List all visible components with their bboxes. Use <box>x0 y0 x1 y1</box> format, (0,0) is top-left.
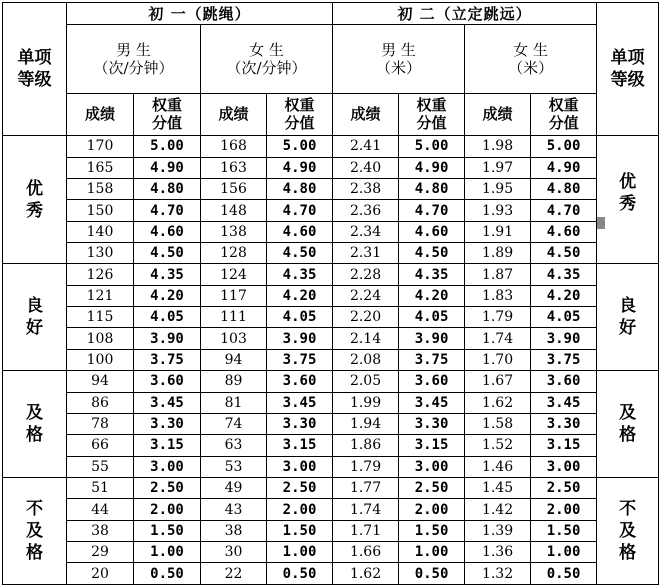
table-row <box>3 243 659 264</box>
score-cell: 115 <box>67 307 134 328</box>
level-label-right: 及 格 <box>597 371 659 478</box>
score-cell: 170 <box>67 136 134 157</box>
weight-cell: 2.00 <box>267 499 333 520</box>
weight-cell: 3.60 <box>531 371 597 392</box>
weight-cell: 4.70 <box>267 200 333 221</box>
g2-male-header: 男 生 （米） <box>333 25 465 93</box>
weight-cell: 3.90 <box>134 328 201 349</box>
score-cell: 29 <box>67 542 134 563</box>
table-row <box>3 499 659 520</box>
weight-cell: 4.60 <box>134 221 201 242</box>
weight-cell: 4.20 <box>531 285 597 306</box>
g1-male-header: 男 生 （次/分钟） <box>67 25 201 93</box>
score-cell: 1.91 <box>465 221 531 242</box>
weight-cell: 4.50 <box>134 243 201 264</box>
weight-cell: 3.30 <box>134 413 201 434</box>
score-cell: 1.79 <box>465 307 531 328</box>
level-label-left: 优 秀 <box>3 136 67 264</box>
weight-cell: 3.90 <box>399 328 465 349</box>
weight-cell: 2.50 <box>267 478 333 499</box>
score-cell: 1.42 <box>465 499 531 520</box>
weight-cell: 1.50 <box>399 520 465 541</box>
score-cell: 1.71 <box>333 520 399 541</box>
score-cell: 1.79 <box>333 456 399 477</box>
weight-cell: 4.60 <box>531 221 597 242</box>
score-cell: 140 <box>67 221 134 242</box>
score-cell: 1.83 <box>465 285 531 306</box>
score-cell: 111 <box>201 307 267 328</box>
weight-cell: 4.05 <box>399 307 465 328</box>
score-cell: 2.34 <box>333 221 399 242</box>
score-cell: 89 <box>201 371 267 392</box>
level-label-left: 不 及 格 <box>3 478 67 585</box>
weight-cell: 4.80 <box>134 178 201 199</box>
table-row <box>3 200 659 221</box>
score-cell: 1.52 <box>465 435 531 456</box>
header-row-groups <box>3 3 659 25</box>
weight-cell: 5.00 <box>134 136 201 157</box>
weight-cell: 3.45 <box>134 392 201 413</box>
weight-cell: 3.45 <box>531 392 597 413</box>
score-cell: 1.70 <box>465 349 531 370</box>
weight-cell: 3.15 <box>531 435 597 456</box>
weight-cell: 4.80 <box>531 178 597 199</box>
weight-cell: 4.35 <box>267 264 333 285</box>
score-cell: 86 <box>67 392 134 413</box>
score-cell: 124 <box>201 264 267 285</box>
weight-cell: 0.50 <box>134 563 201 585</box>
score-cell: 1.66 <box>333 542 399 563</box>
table-row <box>3 563 659 585</box>
header-row-gender <box>3 25 659 93</box>
weight-cell: 3.75 <box>134 349 201 370</box>
level-column-header-left: 单项 等级 <box>3 3 67 136</box>
score-cell: 163 <box>201 157 267 178</box>
weight-cell: 4.70 <box>531 200 597 221</box>
score-cell: 43 <box>201 499 267 520</box>
score-cell: 1.86 <box>333 435 399 456</box>
score-cell: 165 <box>67 157 134 178</box>
score-cell: 38 <box>67 520 134 541</box>
weight-cell: 4.20 <box>134 285 201 306</box>
weight-cell: 4.05 <box>531 307 597 328</box>
weight-cell: 4.05 <box>134 307 201 328</box>
weight-cell: 4.60 <box>267 221 333 242</box>
score-cell: 150 <box>67 200 134 221</box>
weight-cell: 0.50 <box>531 563 597 585</box>
weight-cell: 4.50 <box>399 243 465 264</box>
weight-cell: 2.00 <box>531 499 597 520</box>
weight-cell: 3.90 <box>267 328 333 349</box>
weight-cell: 4.50 <box>267 243 333 264</box>
weight-cell: 4.90 <box>531 157 597 178</box>
weight-cell: 3.00 <box>399 456 465 477</box>
table-row <box>3 478 659 499</box>
table-row <box>3 264 659 285</box>
score-cell: 1.99 <box>333 392 399 413</box>
weight-cell: 3.60 <box>399 371 465 392</box>
score-cell: 2.38 <box>333 178 399 199</box>
score-cell: 2.24 <box>333 285 399 306</box>
score-cell: 156 <box>201 178 267 199</box>
weight-cell: 3.00 <box>531 456 597 477</box>
score-cell: 1.77 <box>333 478 399 499</box>
weight-cell: 1.00 <box>134 542 201 563</box>
score-cell: 2.14 <box>333 328 399 349</box>
weight-header: 权重 分值 <box>134 93 201 136</box>
score-cell: 1.74 <box>333 499 399 520</box>
weight-cell: 4.20 <box>267 285 333 306</box>
weight-cell: 5.00 <box>531 136 597 157</box>
g1-female-header: 女 生 （次/分钟） <box>201 25 333 93</box>
score-cell: 2.40 <box>333 157 399 178</box>
weight-cell: 4.50 <box>531 243 597 264</box>
table-row <box>3 221 659 242</box>
weight-cell: 4.20 <box>399 285 465 306</box>
score-cell: 55 <box>67 456 134 477</box>
score-cell: 74 <box>201 413 267 434</box>
score-cell: 138 <box>201 221 267 242</box>
table-row <box>3 392 659 413</box>
marker-block-icon <box>597 217 605 229</box>
weight-cell: 4.70 <box>134 200 201 221</box>
score-cell: 1.39 <box>465 520 531 541</box>
level-column-header-right: 单项 等级 <box>597 3 659 136</box>
weight-cell: 1.50 <box>531 520 597 541</box>
score-cell: 1.36 <box>465 542 531 563</box>
weight-cell: 4.60 <box>399 221 465 242</box>
weight-cell: 4.35 <box>134 264 201 285</box>
score-cell: 53 <box>201 456 267 477</box>
weight-cell: 3.15 <box>134 435 201 456</box>
score-cell: 1.98 <box>465 136 531 157</box>
g2-female-header: 女 生 （米） <box>465 25 597 93</box>
score-cell: 2.28 <box>333 264 399 285</box>
level-label-right: 不 及 格 <box>597 478 659 585</box>
weight-cell: 1.00 <box>399 542 465 563</box>
level-label-left: 良 好 <box>3 264 67 371</box>
weight-cell: 4.80 <box>399 178 465 199</box>
score-header: 成绩 <box>67 93 134 136</box>
table-row <box>3 371 659 392</box>
score-header: 成绩 <box>201 93 267 136</box>
weight-cell: 3.00 <box>134 456 201 477</box>
table-row <box>3 136 659 157</box>
table-row <box>3 456 659 477</box>
score-cell: 148 <box>201 200 267 221</box>
score-cell: 20 <box>67 563 134 585</box>
score-header: 成绩 <box>465 93 531 136</box>
weight-cell: 2.00 <box>134 499 201 520</box>
weight-cell: 3.15 <box>399 435 465 456</box>
weight-cell: 0.50 <box>267 563 333 585</box>
table-row <box>3 413 659 434</box>
weight-header: 权重 分值 <box>531 93 597 136</box>
score-cell: 51 <box>67 478 134 499</box>
weight-cell: 3.90 <box>531 328 597 349</box>
score-cell: 1.94 <box>333 413 399 434</box>
weight-cell: 3.60 <box>134 371 201 392</box>
score-cell: 30 <box>201 542 267 563</box>
weight-cell: 3.60 <box>267 371 333 392</box>
score-cell: 126 <box>67 264 134 285</box>
weight-cell: 2.50 <box>531 478 597 499</box>
score-cell: 78 <box>67 413 134 434</box>
level-label-right: 优 秀 <box>597 136 659 264</box>
weight-cell: 3.30 <box>531 413 597 434</box>
table-row <box>3 285 659 306</box>
score-cell: 2.41 <box>333 136 399 157</box>
score-cell: 1.32 <box>465 563 531 585</box>
score-cell: 1.58 <box>465 413 531 434</box>
score-cell: 103 <box>201 328 267 349</box>
level-label-right: 良 好 <box>597 264 659 371</box>
weight-cell: 0.50 <box>399 563 465 585</box>
score-cell: 1.87 <box>465 264 531 285</box>
weight-cell: 3.15 <box>267 435 333 456</box>
weight-cell: 3.30 <box>399 413 465 434</box>
weight-header: 权重 分值 <box>267 93 333 136</box>
weight-cell: 3.00 <box>267 456 333 477</box>
weight-cell: 3.45 <box>399 392 465 413</box>
score-cell: 1.74 <box>465 328 531 349</box>
group-header-jump-rope: 初 一（跳绳） <box>67 3 333 25</box>
score-cell: 128 <box>201 243 267 264</box>
table-row <box>3 178 659 199</box>
score-table <box>2 2 659 585</box>
score-header: 成绩 <box>333 93 399 136</box>
score-cell: 1.93 <box>465 200 531 221</box>
weight-cell: 2.50 <box>399 478 465 499</box>
score-cell: 1.46 <box>465 456 531 477</box>
table-row <box>3 307 659 328</box>
score-cell: 2.36 <box>333 200 399 221</box>
score-cell: 1.95 <box>465 178 531 199</box>
weight-cell: 5.00 <box>399 136 465 157</box>
score-cell: 1.45 <box>465 478 531 499</box>
weight-cell: 1.50 <box>134 520 201 541</box>
weight-cell: 4.05 <box>267 307 333 328</box>
score-cell: 66 <box>67 435 134 456</box>
weight-cell: 3.75 <box>267 349 333 370</box>
weight-header: 权重 分值 <box>399 93 465 136</box>
table-row <box>3 328 659 349</box>
weight-cell: 4.80 <box>267 178 333 199</box>
group-header-long-jump: 初 二（立定跳远） <box>333 3 597 25</box>
score-cell: 130 <box>67 243 134 264</box>
score-cell: 49 <box>201 478 267 499</box>
table-row <box>3 520 659 541</box>
level-label-left: 及 格 <box>3 371 67 478</box>
weight-cell: 1.50 <box>267 520 333 541</box>
score-cell: 121 <box>67 285 134 306</box>
score-cell: 38 <box>201 520 267 541</box>
weight-cell: 1.00 <box>267 542 333 563</box>
weight-cell: 4.90 <box>267 157 333 178</box>
score-cell: 168 <box>201 136 267 157</box>
score-cell: 1.97 <box>465 157 531 178</box>
weight-cell: 4.35 <box>531 264 597 285</box>
score-cell: 100 <box>67 349 134 370</box>
weight-cell: 1.00 <box>531 542 597 563</box>
score-cell: 1.62 <box>465 392 531 413</box>
score-cell: 63 <box>201 435 267 456</box>
score-cell: 94 <box>67 371 134 392</box>
score-cell: 22 <box>201 563 267 585</box>
score-cell: 1.67 <box>465 371 531 392</box>
score-cell: 1.89 <box>465 243 531 264</box>
header-row-sub <box>3 93 659 136</box>
weight-cell: 4.35 <box>399 264 465 285</box>
weight-cell: 2.50 <box>134 478 201 499</box>
score-cell: 81 <box>201 392 267 413</box>
score-cell: 94 <box>201 349 267 370</box>
table-row <box>3 542 659 563</box>
weight-cell: 3.75 <box>531 349 597 370</box>
score-cell: 108 <box>67 328 134 349</box>
score-cell: 2.05 <box>333 371 399 392</box>
weight-cell: 3.75 <box>399 349 465 370</box>
score-cell: 2.31 <box>333 243 399 264</box>
weight-cell: 4.70 <box>399 200 465 221</box>
score-cell: 44 <box>67 499 134 520</box>
weight-cell: 3.45 <box>267 392 333 413</box>
table-row <box>3 349 659 370</box>
weight-cell: 2.00 <box>399 499 465 520</box>
score-cell: 2.08 <box>333 349 399 370</box>
score-cell: 117 <box>201 285 267 306</box>
weight-cell: 4.90 <box>134 157 201 178</box>
weight-cell: 5.00 <box>267 136 333 157</box>
table-row <box>3 157 659 178</box>
score-cell: 2.20 <box>333 307 399 328</box>
weight-cell: 4.90 <box>399 157 465 178</box>
weight-cell: 3.30 <box>267 413 333 434</box>
table-row <box>3 435 659 456</box>
score-cell: 158 <box>67 178 134 199</box>
score-cell: 1.62 <box>333 563 399 585</box>
